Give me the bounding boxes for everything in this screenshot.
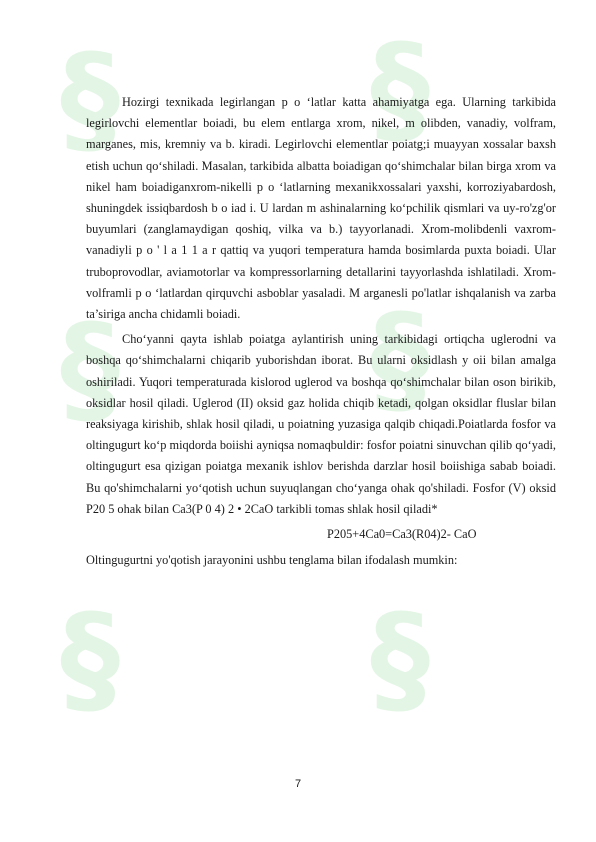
document-page [86,92,556,571]
closing-line: Oltingugurtni yo'qotish jarayonini ushbu tenglama bilan ifodalash mumkin: [86,553,458,568]
watermark-logo-icon: § [60,30,120,169]
paragraph-1: Hozirgi texnikada legirlangan p o ‘latlar katta ahamiyatga ega. Ularning tarkibida legirlovchi elementlar boiadi, bu elem entlarga xrom, nikel, m olibden, vanadiy, volfram, marganes, mis, kremniy va b. kiradi. Legirlovchi elementlar poiatg;i muayyan xossalar baxsh etish uchun qo‘shiladi. Masalan, tarkibida albatta boiadigan qo‘shimchalar bilan birga xrom va nikel ham boiadiganxrom-nikelli p o ‘latlarning mexanikxossalari yaxshi, korroziyabardosh, shuningdek issiqbardosh b o iad i. U lardan m ashinalarning ko‘pchilik qismlari va uy-ro'zg'or buyumlari (zanglamaydigan qoshiq, vilka va b.) tayyorlanadi. Xrom-molibdenli vaxrom-vanadiyli p o ' l a 1 1 a r qattiq va yuqori temperatura hamda bosimlarda puxta boiadi. Ular truboprovodlar, aviamotorlar va kompressorlarning detallarini tayyorlashda ishlatiladi. Xrom-volframli p o ‘latlardan qirquvchi asboblar yasaladi. M arganesli po'latlar ishqalanish va zarba ta’siriga ancha chidamli boiadi. [86,95,556,322]
watermark-logo-icon: § [370,20,430,159]
watermark-logo-icon: § [60,590,120,729]
chemical-equation: P205+4Ca0=Ca3(R04)2- CaO [327,527,477,542]
watermark-logo-icon: § [60,300,120,439]
watermark-logo-icon: § [370,290,430,429]
watermark-logo-icon: § [370,590,430,729]
paragraph-2: Cho‘yanni qayta ishlab poiatga aylantirish uning tarkibidagi ortiqcha uglerodni va boshqa qo‘shimchalarni chiqarib yuborishdan iborat. Bu ularni oksidlash y oii bilan amalga oshiriladi. Yuqori temperaturada kislorod uglerod va boshqa qo‘shimchalar bilan oson birikib, oksidlar hosil qiladi. Uglerod (II) oksid gaz holida chiqib ketadi, qolgan oksidlar fluslar bilan reaksiyaga kirishib, shlak hosil qiladi, u poiatning yuzasiga qalqib chiqadi.Poiatlarda fosfor va oltingugurt ko‘p miqdorda boiishi ayniqsa nomaqbuldir: fosfor poiatni sinuvchan qilib qo‘yadi, oltingugurt esa qizigan poiatga mexanik ishlov berishda darzlar hosil boiishiga sabab boiadi. Bu qo'shimchalarni yo‘qotish uchun suyuqlangan cho‘yanga ohak qo'shiladi. Fosfor (V) oksid P20 5 ohak bilan Ca3(P 0 4) 2 • 2CaO tarkibli tomas shlak hosil qiladi* [86,332,556,516]
page-number: 7 [294,778,302,790]
